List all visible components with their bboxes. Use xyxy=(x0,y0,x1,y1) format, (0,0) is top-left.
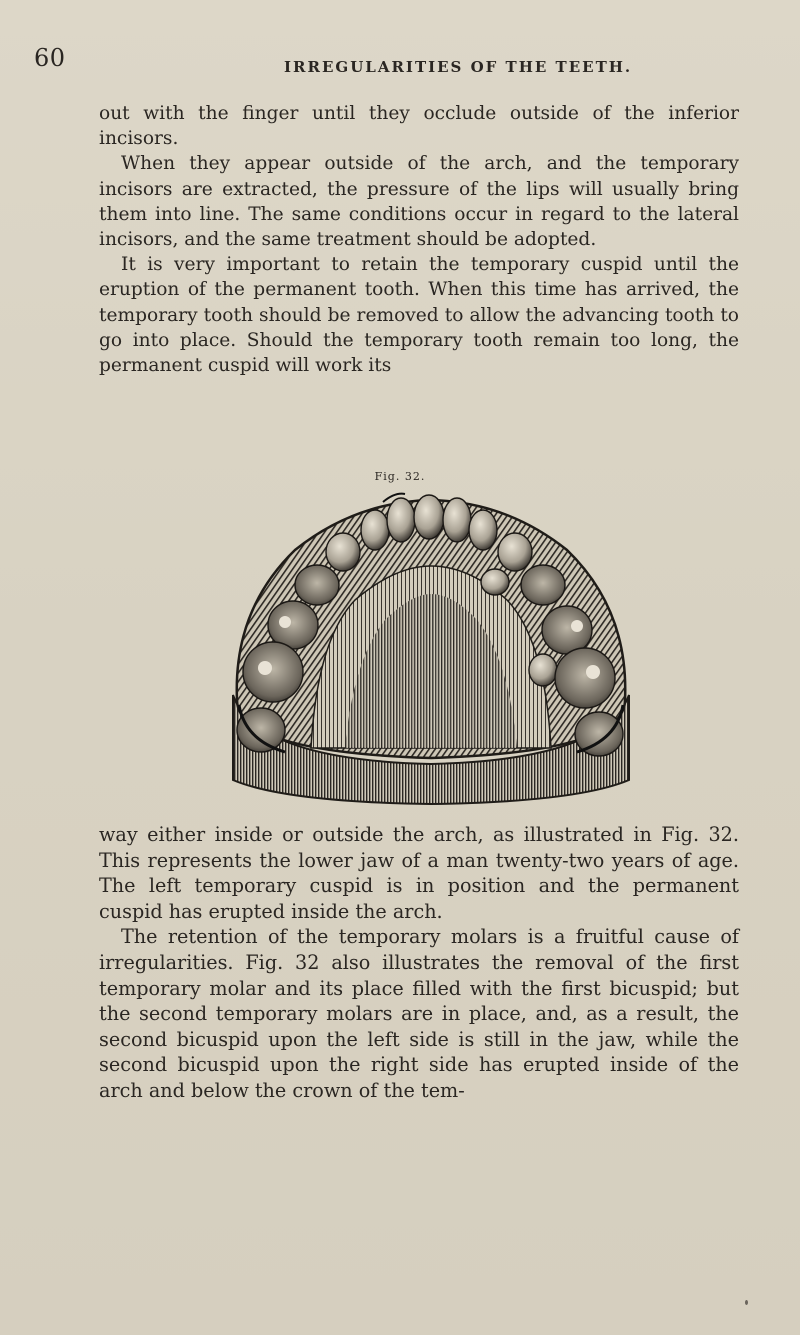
paragraph: When they appear outside of the arch, and the temporary incisors are extracted, the pressure of the lips will usually bring them into line. The same conditions occur in regard to the lateral incisors, and the same treatment should be adopted. xyxy=(99,153,739,251)
lower-jaw-illustration xyxy=(225,490,637,808)
running-title: IRREGULARITIES OF THE TEETH. xyxy=(284,58,633,76)
dental-cast-engraving xyxy=(225,490,637,808)
running-head xyxy=(34,44,734,84)
paragraph: out with the finger until they occlude outside of the inferior incisors. xyxy=(99,103,739,150)
paragraph: The retention of the temporary molars is a fruitful cause of irregularities. Fig. 32 also illustrates the removal of the first temporary molar and its place filled with the first bicuspid; but the second temporary molars are in place, and, as a result, the second bicuspid upon the left side is still in the jaw, while the second bicuspid upon the right side has erupted inside of the arch and below the crown of the tem- xyxy=(99,925,739,1102)
paragraph: It is very important to retain the temporary cuspid until the eruption of the permanent tooth. When this time has arrived, the temporary tooth should be removed to allow the advancing tooth to go into place. Should the temporary tooth remain too long, the permanent cuspid will work its xyxy=(99,254,739,377)
page-number: 60 xyxy=(34,44,66,72)
ink-speck xyxy=(745,1300,748,1305)
figure-caption: Fig. 32. xyxy=(374,470,426,483)
text-block-top xyxy=(99,101,739,378)
text-block-bottom xyxy=(99,822,739,1104)
paragraph: way either inside or outside the arch, as illustrated in Fig. 32. This represents the lower jaw of a man twenty-two years of age. The left temporary cuspid is in position and the permanent cuspid has erupted inside the arch. xyxy=(99,823,739,923)
